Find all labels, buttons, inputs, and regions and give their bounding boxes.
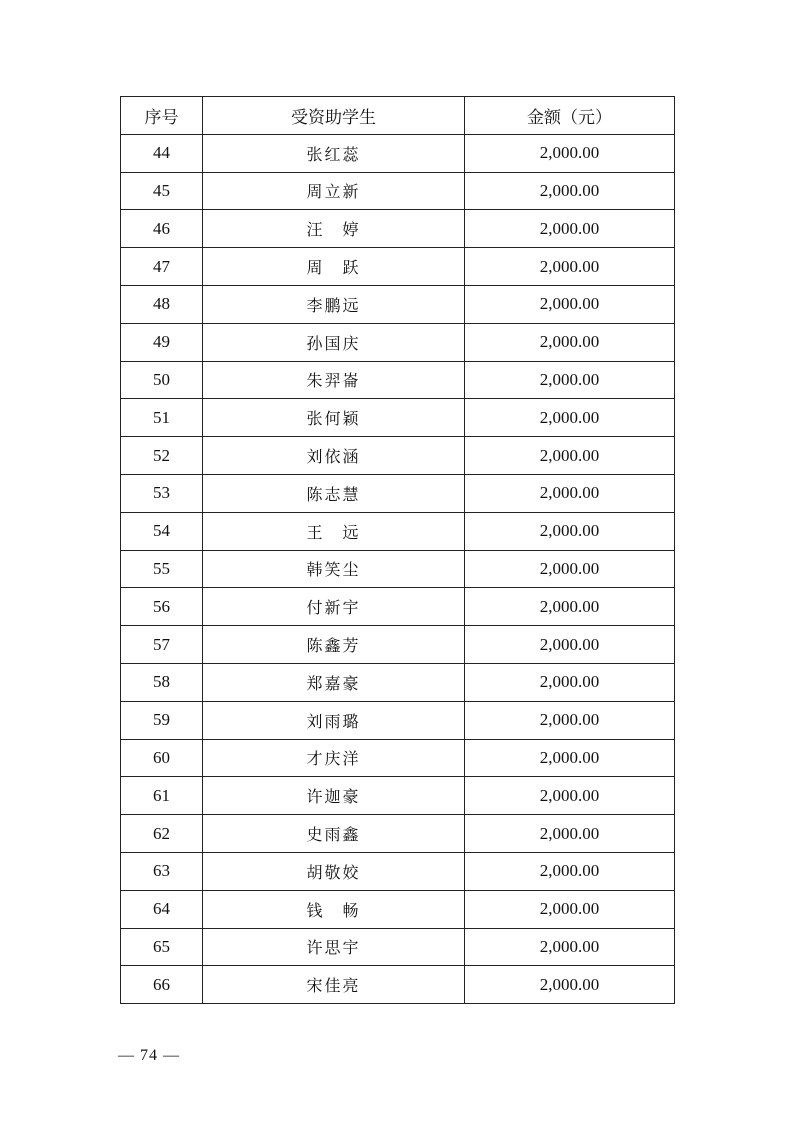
student-name: 陈志慧 xyxy=(203,474,465,512)
amount: 2,000.00 xyxy=(465,928,675,966)
student-name: 刘依涵 xyxy=(203,437,465,475)
table-row xyxy=(121,550,675,588)
student-name: 陈鑫芳 xyxy=(203,626,465,664)
row-number: 53 xyxy=(121,474,203,512)
row-number: 64 xyxy=(121,890,203,928)
amount: 2,000.00 xyxy=(465,474,675,512)
table-row xyxy=(121,815,675,853)
page-number: — 74 — xyxy=(118,1047,180,1064)
student-name: 史雨鑫 xyxy=(203,815,465,853)
amount: 2,000.00 xyxy=(465,588,675,626)
amount: 2,000.00 xyxy=(465,172,675,210)
table-row xyxy=(121,437,675,475)
table-row xyxy=(121,777,675,815)
table-row xyxy=(121,663,675,701)
table-header-row xyxy=(121,97,675,135)
table-row xyxy=(121,626,675,664)
table-row xyxy=(121,210,675,248)
amount: 2,000.00 xyxy=(465,323,675,361)
row-number: 50 xyxy=(121,361,203,399)
funding-table-container xyxy=(120,96,674,1004)
student-name: 张何颖 xyxy=(203,399,465,437)
amount: 2,000.00 xyxy=(465,361,675,399)
student-name: 李鹏远 xyxy=(203,285,465,323)
table-row xyxy=(121,928,675,966)
student-name: 王 远 xyxy=(203,512,465,550)
table-row xyxy=(121,966,675,1004)
header-amount: 金额（元） xyxy=(465,97,675,135)
amount: 2,000.00 xyxy=(465,210,675,248)
student-name: 朱羿崙 xyxy=(203,361,465,399)
funding-table xyxy=(120,96,675,1004)
student-name: 周立新 xyxy=(203,172,465,210)
amount: 2,000.00 xyxy=(465,663,675,701)
table-row xyxy=(121,588,675,626)
row-number: 61 xyxy=(121,777,203,815)
student-name: 张红蕊 xyxy=(203,134,465,172)
table-row xyxy=(121,172,675,210)
student-name: 才庆洋 xyxy=(203,739,465,777)
student-name: 许思宇 xyxy=(203,928,465,966)
header-student: 受资助学生 xyxy=(203,97,465,135)
row-number: 47 xyxy=(121,248,203,286)
student-name: 宋佳亮 xyxy=(203,966,465,1004)
row-number: 49 xyxy=(121,323,203,361)
header-seq: 序号 xyxy=(121,97,203,135)
row-number: 52 xyxy=(121,437,203,475)
student-name: 郑嘉豪 xyxy=(203,663,465,701)
row-number: 65 xyxy=(121,928,203,966)
row-number: 54 xyxy=(121,512,203,550)
amount: 2,000.00 xyxy=(465,815,675,853)
amount: 2,000.00 xyxy=(465,852,675,890)
table-row xyxy=(121,134,675,172)
table-row xyxy=(121,512,675,550)
amount: 2,000.00 xyxy=(465,285,675,323)
amount: 2,000.00 xyxy=(465,626,675,664)
student-name: 刘雨璐 xyxy=(203,701,465,739)
row-number: 56 xyxy=(121,588,203,626)
row-number: 44 xyxy=(121,134,203,172)
row-number: 55 xyxy=(121,550,203,588)
row-number: 48 xyxy=(121,285,203,323)
student-name: 钱 畅 xyxy=(203,890,465,928)
table-row xyxy=(121,890,675,928)
student-name: 汪 婷 xyxy=(203,210,465,248)
table-row xyxy=(121,323,675,361)
table-row xyxy=(121,739,675,777)
row-number: 62 xyxy=(121,815,203,853)
amount: 2,000.00 xyxy=(465,550,675,588)
table-row xyxy=(121,852,675,890)
table-row xyxy=(121,248,675,286)
amount: 2,000.00 xyxy=(465,966,675,1004)
row-number: 63 xyxy=(121,852,203,890)
amount: 2,000.00 xyxy=(465,739,675,777)
student-name: 周 跃 xyxy=(203,248,465,286)
amount: 2,000.00 xyxy=(465,399,675,437)
amount: 2,000.00 xyxy=(465,437,675,475)
amount: 2,000.00 xyxy=(465,777,675,815)
student-name: 胡敬姣 xyxy=(203,852,465,890)
row-number: 45 xyxy=(121,172,203,210)
amount: 2,000.00 xyxy=(465,890,675,928)
table-row xyxy=(121,474,675,512)
row-number: 60 xyxy=(121,739,203,777)
student-name: 孙国庆 xyxy=(203,323,465,361)
student-name: 许迦豪 xyxy=(203,777,465,815)
row-number: 57 xyxy=(121,626,203,664)
row-number: 46 xyxy=(121,210,203,248)
table-row xyxy=(121,701,675,739)
row-number: 51 xyxy=(121,399,203,437)
amount: 2,000.00 xyxy=(465,248,675,286)
amount: 2,000.00 xyxy=(465,512,675,550)
row-number: 66 xyxy=(121,966,203,1004)
row-number: 59 xyxy=(121,701,203,739)
row-number: 58 xyxy=(121,663,203,701)
amount: 2,000.00 xyxy=(465,701,675,739)
student-name: 韩笑尘 xyxy=(203,550,465,588)
amount: 2,000.00 xyxy=(465,134,675,172)
table-row xyxy=(121,285,675,323)
table-row xyxy=(121,399,675,437)
student-name: 付新宇 xyxy=(203,588,465,626)
table-row xyxy=(121,361,675,399)
